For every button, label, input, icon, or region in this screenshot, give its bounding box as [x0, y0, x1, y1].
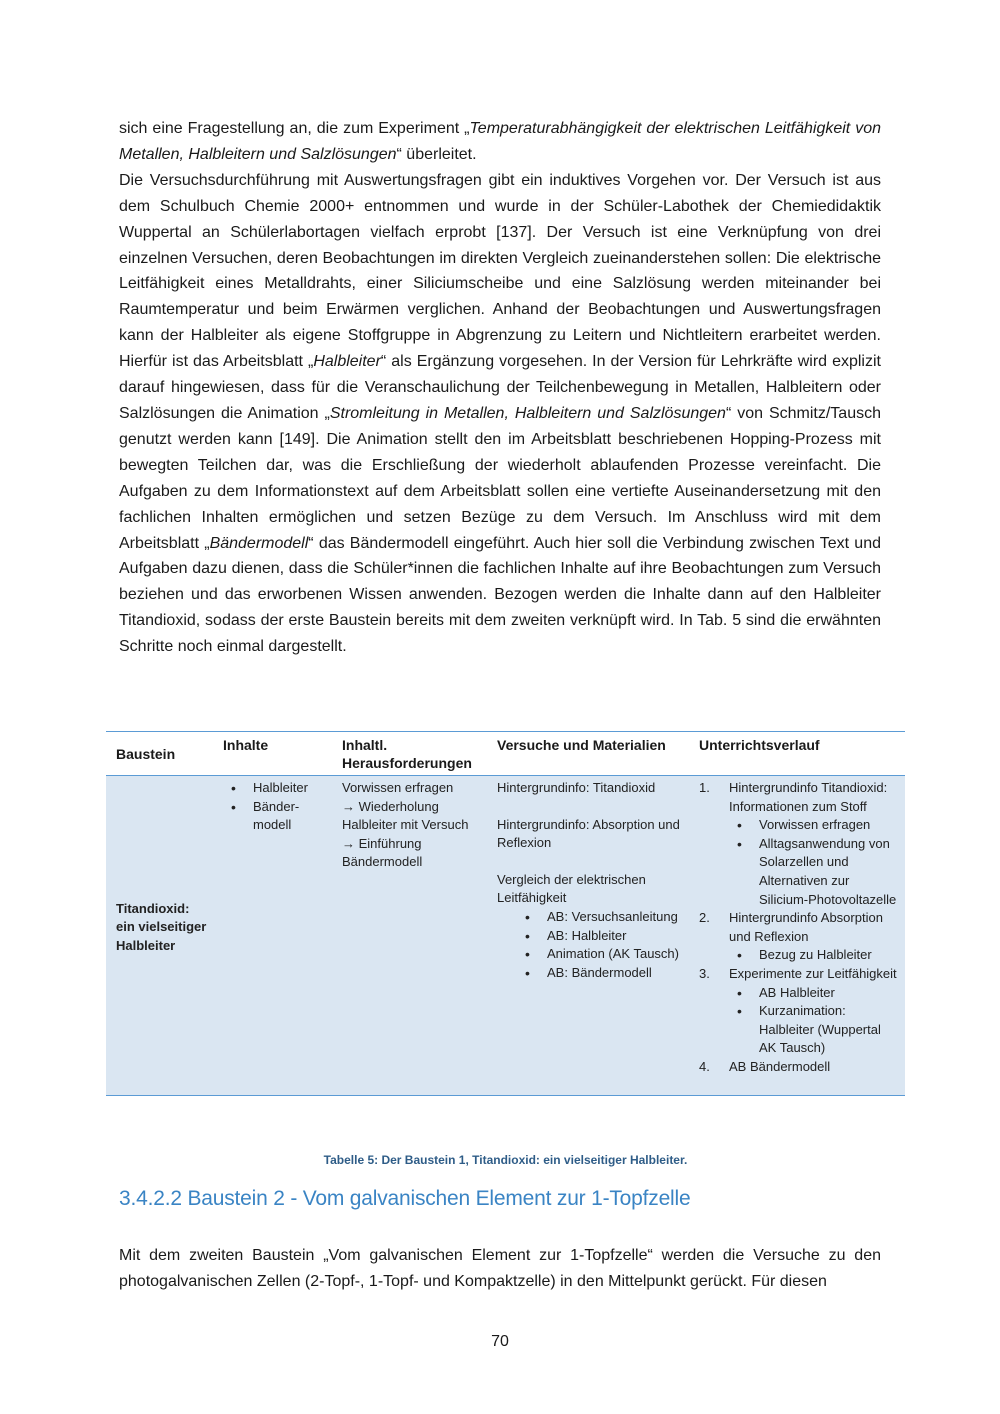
arrow-right-icon: → [342, 835, 355, 851]
list-item: • Animation (AK Tausch) [517, 945, 683, 964]
list-item: • AB: Versuchsanleitung [517, 908, 683, 927]
list-item: 2. Hintergrundinfo Absorption und Reflexion • Bezug zu Halbleiter [699, 909, 899, 965]
header-versuche: Versuche und Materialien [497, 737, 666, 753]
header-herausforderungen: Inhaltl. Herausforderungen [342, 737, 472, 771]
paragraph-intro: sich eine Fragestellung an, die zum Experiment „Temperaturabhängigkeit der elektrischen Leitfähigkeit von Metallen, Halbleitern und Salzlösungen“ überleitet. [119, 120, 882, 163]
cell-inhalte [213, 776, 332, 1096]
table-header-row [106, 732, 905, 776]
cell-versuche: Hintergrundinfo: Titandioxid Hintergrundinfo: Absorption und Reflexion Vergleich der elektrischen Leitfähigkeit • AB: Versuchsanleitung • AB: Halbleiter • Animation (AK Tausch) • AB: Bändermodell [487, 776, 689, 1096]
paragraph-versuch: Die Versuchsdurchführung mit Auswertungsfragen gibt ein induktives Vorgehen vor. Der Versuch ist aus dem Schulbuch Chemie 2000+ entnommen und wurde in der Schüler-Labothek der Chemiedidaktik Wuppertal an Schülerlabortagen vielfach erprobt [137]. Der Versuch ist eine Verknüpfung von drei einzelnen Versuchen, deren Beobachtungen im direkten Vergleich zueinanderstehen sollen: Die elektrische Leitfähigkeit eines Metalldrahts, einer Siliciumscheibe und eine Salzlösung werden miteinander bei Raumtemperatur und beim Erwärmen verglichen. Anhand der Beobachtungen und Auswertungsfragen kann der Halbleiter als eigene Stoffgruppe in Abgrenzung zu Leitern und Nichtleitern erarbeitet werden. Hierfür ist das Arbeitsblatt „Halbleiter“ als Ergänzung vorgesehen. In der Version für Lehrkräfte wird explizit darauf hingewiesen, dass für die Veranschaulichung der Teilchenbewegung in Metallen, Halbleitern oder Salzlösungen die Animation „Stromleitung in Metallen, Halbleitern und Salzlösungen“ von Schmitz/Tausch genutzt werden kann [149]. Die Animation stellt den im Arbeitsblatt beschriebenen Hopping-Prozess mit bewegten Teilchen dar, was die Erschließung der wiederholt ablaufenden Prozesse vereinfacht. Die Aufgaben zu dem Informationstext auf dem Arbeitsblatt sollen eine vertiefte Auseinandersetzung mit den fachlichen Inhalten ermöglichen und setzen Bezüge zu dem Versuch. Im Anschluss wird mit dem Arbeitsblatt „Bändermodell“ das Bändermodell eingeführt. Auch hier soll die Verbindung zwischen Text und Aufgaben dazu dienen, dass die Schüler*innen die fachlichen Inhalte auf ihre Beobachtungen zum Versuch beziehen und das erworbenen Wissen anwenden. Bezogen werden die Inhalte dann auf den Halbleiter Titandioxid, sodass der erste Baustein bereits mit dem zweiten verknüpft wird. In Tab. 5 sind die erwähnten Schritte noch einmal dargestellt. [119, 171, 882, 656]
cell-baustein: Titandioxid: ein vielseitiger Halbleiter [116, 900, 207, 954]
arrow-right-icon: → [342, 798, 355, 814]
header-baustein: Baustein [116, 746, 176, 762]
paragraph-baustein-2: Mit dem zweiten Baustein „Vom galvanischen Element zur 1-Topfzelle“ werden die Versuche zu den photogalvanischen Zellen (2-Topf-, 1-Topf- und Kompaktzelle) in den Mittelpunkt gerückt. Für diesen [119, 1247, 881, 1290]
baustein-table [106, 731, 905, 1096]
table-caption: Tabelle 5: Der Baustein 1, Titandioxid: ein vielseitiger Halbleiter. [323, 1153, 688, 1167]
list-item: 3. Experimente zur Leitfähigkeit • AB Halbleiter • Kurzanimation: Halbleiter (Wuppertal AK Tausch) [699, 965, 899, 1058]
section-heading: 3.4.2.2 Baustein 2 - Vom galvanischen Element zur 1-Topfzelle [119, 1187, 691, 1210]
section-body [119, 1243, 881, 1295]
table-row [106, 776, 905, 1096]
header-unterricht: Unterrichtsverlauf [699, 737, 820, 753]
list-item: • AB: Bändermodell [517, 964, 683, 983]
list-item: 1. Hintergrundinfo Titandioxid: Informationen zum Stoff • Vorwissen erfragen • Alltagsanwendung von Solarzellen und Alternativen zur Silicium-Photovoltazelle [699, 779, 899, 909]
list-item: • AB: Halbleiter [517, 927, 683, 946]
body-text [119, 116, 881, 660]
list-item: 4. AB Bändermodell [699, 1058, 831, 1074]
cell-unterricht [689, 776, 905, 1096]
header-inhalte: Inhalte [223, 737, 269, 753]
list-item: • Bänder-modell [223, 798, 326, 835]
page-number: 70 [491, 1333, 509, 1350]
list-item: • Halbleiter [223, 779, 326, 798]
cell-herausforderungen: Vorwissen erfragen → Wiederholung Halbleiter mit Versuch → Einführung Bändermodell [342, 780, 469, 870]
